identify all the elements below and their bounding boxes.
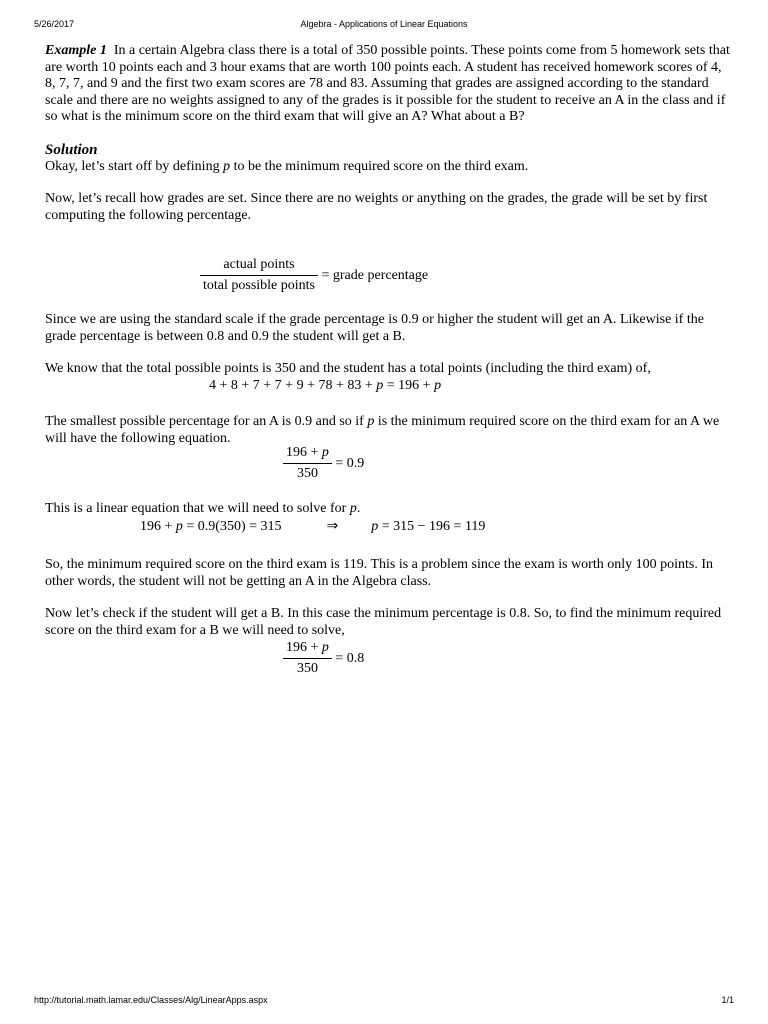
solution-paragraph-7: So, the minimum required score on the third exam is 119. This is a problem since the exam is worth only 100 points. In other words, the student will not be getting an A in the Algebra class. xyxy=(45,557,714,589)
article-body-3 xyxy=(45,414,735,447)
article-body-4 xyxy=(45,501,735,518)
article-body xyxy=(45,43,735,224)
article-body-2 xyxy=(45,312,735,378)
article-body-5 xyxy=(45,557,735,639)
solution-heading: Solution xyxy=(45,141,98,158)
fraction: $\frac{196 + p}{350}$ xyxy=(283,640,332,677)
page-title: Algebra - Applications of Linear Equations xyxy=(300,19,468,29)
solution-paragraph-2: Now, let’s recall how grades are set. Since there are no weights or anything on the grades, the grade will be set by first computing the following percentage. xyxy=(45,191,708,223)
example-paragraph xyxy=(45,43,735,126)
solution-paragraph-8: Now let’s check if the student will get a B. In this case the minimum percentage is 0.8. So, to find the minimum required score on the third exam for a B we will need to solve, xyxy=(45,606,722,638)
solution-paragraph-6: This is a linear equation that we will need to solve for p. xyxy=(45,501,361,516)
solution-paragraph-4: We know that the total possible points is 350 and the student has a total points (including the third exam) of, xyxy=(45,361,651,377)
implies-arrow: ⇒ xyxy=(326,519,339,534)
b-grade-equation: $\frac{196 + p}{350}$ = 0.8 xyxy=(283,640,375,677)
print-date: 5/26/2017 xyxy=(34,19,75,29)
example-label: Example 1 xyxy=(45,43,107,58)
page-number: 1/1 xyxy=(721,995,734,1005)
solution-paragraph-5: The smallest possible percentage for an A is 0.9 and so if p is the minimum required score on the third exam for an A we will have the following equation. xyxy=(45,414,720,446)
source-url: http://tutorial.math.lamar.edu/Classes/Alg/LinearApps.aspx xyxy=(34,995,268,1005)
solution-paragraph-3: Since we are using the standard scale if the grade percentage is 0.9 or higher the student will get an A. Likewise if the grade percentage is between 0.8 and 0.9 the student will get a B. xyxy=(45,312,704,344)
example-text: In a certain Algebra class there is a total of 350 possible points. These points come from 5 homework sets that are worth 10 points each and 3 hour exams that are worth 100 points each. A student has received homework scores of 4, 8, 7, 7, and 9 and the first two exam scores are 78 and 83. Assuming that grades are assigned according to the standard scale and there are no weights assigned to any of the grades is it possible for the student to receive an A in the class and if so what is the minimum score on the third exam that will give an A? What about a B? xyxy=(45,43,730,125)
fraction: $\frac{196 + p}{350}$ xyxy=(283,445,332,482)
solve-a-equation: 196 + p = 0.9(350) = 315 ⇒ p = 315 − 196 = 119 xyxy=(140,519,486,534)
solution-paragraph-1: Okay, let’s start off by defining p to be the minimum required score on the third exam. xyxy=(45,158,529,174)
a-grade-equation: $\frac{196 + p}{350}$ = 0.9 xyxy=(283,445,369,482)
total-points-equation: 4 + 8 + 7 + 7 + 9 + 78 + 83 + p = 196 + p xyxy=(209,378,442,393)
grade-percentage-equation: $\frac{\text{actual points}}{\text{total possible points}}$ = grade percentage xyxy=(200,257,448,294)
fraction: $\frac{\text{actual points}}{\text{total possible points}}$ xyxy=(200,257,318,294)
